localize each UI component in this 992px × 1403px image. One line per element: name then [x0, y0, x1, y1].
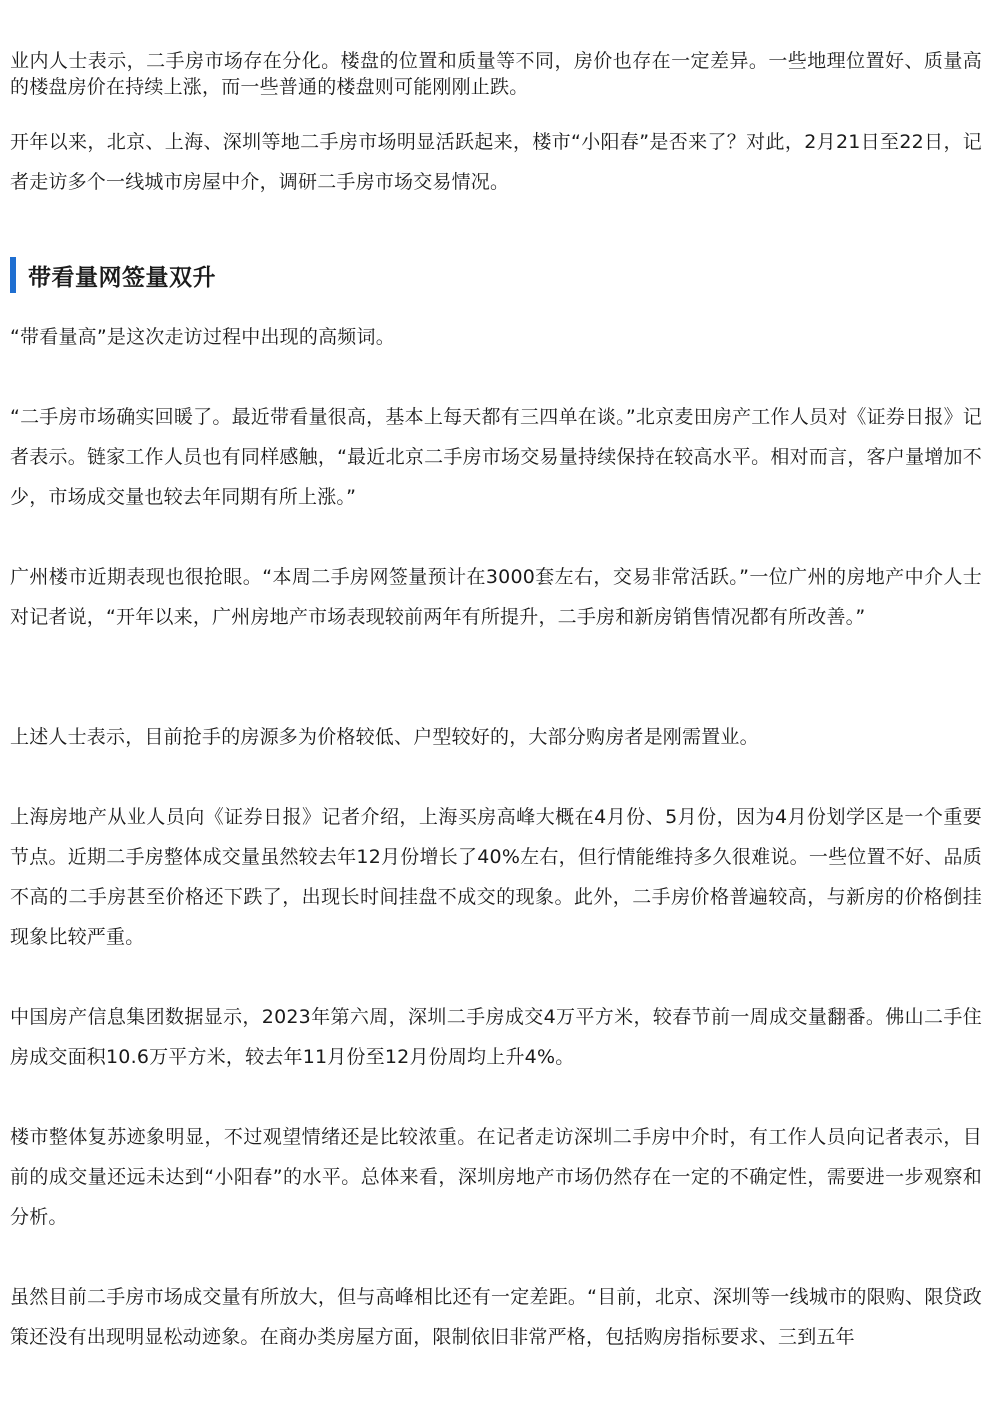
- article-paragraph: 业内人士表示，二手房市场存在分化。楼盘的位置和质量等不同，房价也存在一定差异。一些地理位置好、质量高的楼盘房价在持续上涨，而一些普通的楼盘则可能刚刚止跌。: [10, 50, 982, 98]
- article-paragraph: 开年以来，北京、上海、深圳等地二手房市场明显活跃起来，楼市“小阳春”是否来了？对此，2月21日至22日，记者走访多个一线城市房屋中介，调研二手房市场交易情况。: [10, 131, 982, 193]
- section-heading: [10, 257, 216, 293]
- article-paragraph: 中国房产信息集团数据显示，2023年第六周，深圳二手房成交4万平方米，较春节前一周成交量翻番。佛山二手住房成交面积10.6万平方米，较去年11月份至12月份周均上升4%。: [10, 1006, 982, 1068]
- article-paragraph: “二手房市场确实回暖了。最近带看量很高，基本上每天都有三四单在谈。”北京麦田房产工作人员对《证券日报》记者表示。链家工作人员也有同样感触，“最近北京二手房市场交易量持续保持在较高水平。相对而言，客户量增加不少，市场成交量也较去年同期有所上涨。”: [10, 406, 982, 508]
- article-paragraph: 上述人士表示，目前抢手的房源多为价格较低、户型较好的，大部分购房者是刚需置业。: [10, 726, 759, 748]
- article-paragraph: 广州楼市近期表现也很抢眼。“本周二手房网签量预计在3000套左右，交易非常活跃。”一位广州的房地产中介人士对记者说，“开年以来，广州房地产市场表现较前两年有所提升，二手房和新房销售情况都有所改善。”: [10, 566, 982, 628]
- article-paragraph: 上海房地产从业人员向《证券日报》记者介绍，上海买房高峰大概在4月份、5月份，因为4月份划学区是一个重要节点。近期二手房整体成交量虽然较去年12月份增长了40%左右，但行情能维持多久很难说。一些位置不好、品质不高的二手房甚至价格还下跌了，出现长时间挂盘不成交的现象。此外，二手房价格普遍较高，与新房的价格倒挂现象比较严重。: [10, 806, 982, 948]
- heading-accent-bar: [10, 257, 16, 293]
- article-paragraph: “带看量高”是这次走访过程中出现的高频词。: [10, 326, 395, 348]
- section-title: 带看量网签量双升: [28, 264, 216, 291]
- article-paragraph: 楼市整体复苏迹象明显，不过观望情绪还是比较浓重。在记者走访深圳二手房中介时，有工作人员向记者表示，目前的成交量还远未达到“小阳春”的水平。总体来看，深圳房地产市场仍然存在一定的不确定性，需要进一步观察和分析。: [10, 1126, 982, 1228]
- article-paragraph: 虽然目前二手房市场成交量有所放大，但与高峰相比还有一定差距。“目前，北京、深圳等一线城市的限购、限贷政策还没有出现明显松动迹象。在商办类房屋方面，限制依旧非常严格，包括购房指标要求、三到五年: [10, 1286, 982, 1348]
